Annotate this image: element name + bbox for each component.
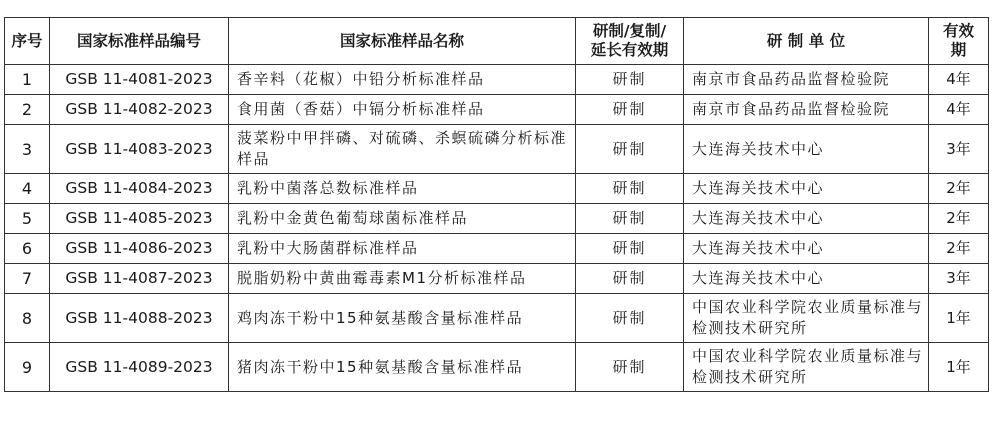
header-type-line1: 研制/复制/ — [592, 22, 667, 40]
table-row — [5, 125, 989, 174]
table-row — [5, 174, 989, 204]
cell-valid: 1年 — [929, 343, 989, 392]
table-row — [5, 234, 989, 264]
cell-valid: 4年 — [929, 95, 989, 125]
cell-valid: 2年 — [929, 174, 989, 204]
cell-code: GSB 11-4089-2023 — [50, 343, 229, 392]
cell-valid: 3年 — [929, 125, 989, 174]
cell-no: 5 — [5, 204, 50, 234]
cell-type: 研制 — [576, 294, 684, 343]
cell-code: GSB 11-4082-2023 — [50, 95, 229, 125]
cell-unit: 大连海关技术中心 — [684, 125, 929, 174]
cell-type: 研制 — [576, 264, 684, 294]
cell-name: 乳粉中大肠菌群标准样品 — [229, 234, 576, 264]
cell-name: 菠菜粉中甲拌磷、对硫磷、杀螟硫磷分析标准样品 — [229, 125, 576, 174]
cell-no: 2 — [5, 95, 50, 125]
cell-name: 猪肉冻干粉中15种氨基酸含量标准样品 — [229, 343, 576, 392]
cell-code: GSB 11-4084-2023 — [50, 174, 229, 204]
table-row — [5, 95, 989, 125]
cell-no: 6 — [5, 234, 50, 264]
table-row — [5, 264, 989, 294]
cell-code: GSB 11-4087-2023 — [50, 264, 229, 294]
cell-code: GSB 11-4088-2023 — [50, 294, 229, 343]
cell-code: GSB 11-4085-2023 — [50, 204, 229, 234]
cell-valid: 2年 — [929, 204, 989, 234]
header-type — [576, 18, 684, 65]
cell-type: 研制 — [576, 234, 684, 264]
table-header-row — [5, 18, 989, 65]
cell-unit: 大连海关技术中心 — [684, 264, 929, 294]
cell-name: 乳粉中菌落总数标准样品 — [229, 174, 576, 204]
cell-unit: 大连海关技术中心 — [684, 174, 929, 204]
table-row — [5, 343, 989, 392]
cell-unit: 中国农业科学院农业质量标准与检测技术研究所 — [684, 294, 929, 343]
cell-type: 研制 — [576, 343, 684, 392]
cell-no: 7 — [5, 264, 50, 294]
header-valid-line2: 期 — [950, 41, 967, 59]
cell-type: 研制 — [576, 174, 684, 204]
table-row — [5, 65, 989, 95]
cell-code: GSB 11-4081-2023 — [50, 65, 229, 95]
header-type-line2: 延长有效期 — [590, 41, 669, 59]
cell-type: 研制 — [576, 65, 684, 95]
standards-table — [4, 17, 989, 392]
cell-name: 食用菌（香菇）中镉分析标准样品 — [229, 95, 576, 125]
cell-name: 鸡肉冻干粉中15种氨基酸含量标准样品 — [229, 294, 576, 343]
header-code: 国家标准样品编号 — [50, 18, 229, 65]
header-no: 序号 — [5, 18, 50, 65]
cell-unit: 南京市食品药品监督检验院 — [684, 95, 929, 125]
cell-type: 研制 — [576, 95, 684, 125]
cell-valid: 1年 — [929, 294, 989, 343]
cell-name: 脱脂奶粉中黄曲霉毒素M1分析标准样品 — [229, 264, 576, 294]
cell-no: 9 — [5, 343, 50, 392]
header-valid — [929, 18, 989, 65]
cell-name: 香辛料（花椒）中铅分析标准样品 — [229, 65, 576, 95]
cell-no: 8 — [5, 294, 50, 343]
cell-no: 3 — [5, 125, 50, 174]
cell-valid: 2年 — [929, 234, 989, 264]
cell-no: 1 — [5, 65, 50, 95]
table-row — [5, 204, 989, 234]
standards-table-container — [4, 17, 989, 392]
cell-code: GSB 11-4083-2023 — [50, 125, 229, 174]
cell-unit: 中国农业科学院农业质量标准与检测技术研究所 — [684, 343, 929, 392]
cell-name: 乳粉中金黄色葡萄球菌标准样品 — [229, 204, 576, 234]
table-row — [5, 294, 989, 343]
cell-valid: 4年 — [929, 65, 989, 95]
cell-type: 研制 — [576, 204, 684, 234]
cell-no: 4 — [5, 174, 50, 204]
cell-unit: 南京市食品药品监督检验院 — [684, 65, 929, 95]
cell-code: GSB 11-4086-2023 — [50, 234, 229, 264]
header-name: 国家标准样品名称 — [229, 18, 576, 65]
header-unit: 研 制 单 位 — [684, 18, 929, 65]
cell-valid: 3年 — [929, 264, 989, 294]
cell-type: 研制 — [576, 125, 684, 174]
header-valid-line1: 有效 — [942, 22, 974, 40]
cell-unit: 大连海关技术中心 — [684, 234, 929, 264]
cell-unit: 大连海关技术中心 — [684, 204, 929, 234]
